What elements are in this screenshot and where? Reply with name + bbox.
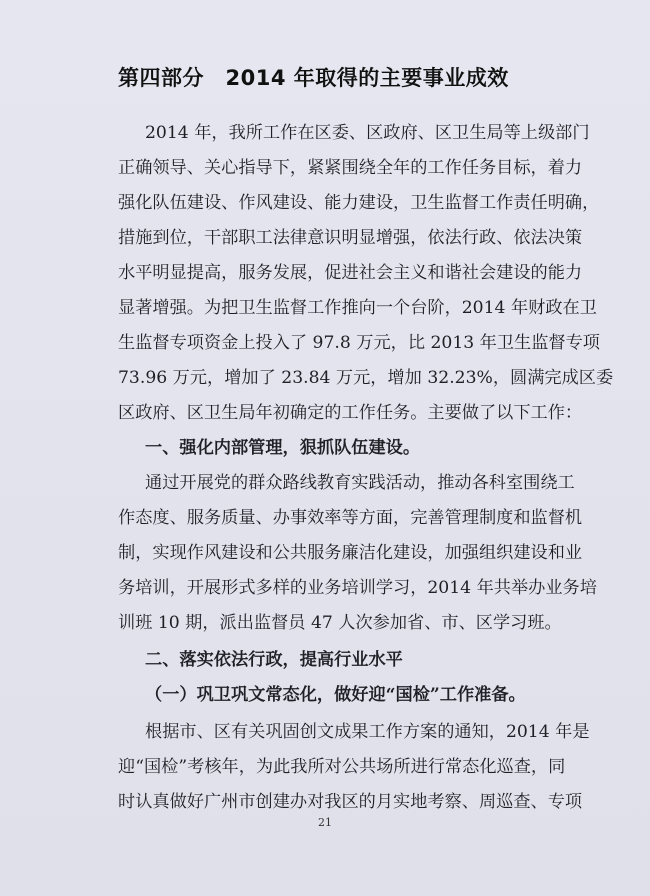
heading-1: 一、强化内部管理，狠抓队伍建设。: [145, 438, 421, 458]
text-line: 强化队伍建设、作风建设、能力建设，卫生监督工作责任明确，: [118, 193, 600, 213]
subheading-1: （一）巩卫巩文常态化，做好迎“国检”工作准备。: [145, 685, 526, 705]
text-line: 时认真做好广州市创建办对我区的月实地考察、周巡查、专项: [118, 792, 583, 812]
text-line: 作态度、服务质量、办事效率等方面，完善管理制度和监督机: [118, 508, 583, 528]
text-line: 通过开展党的群众路线教育实践活动，推动各科室围绕工: [145, 473, 575, 493]
text-line: 迎“国检”考核年，为此我所对公共场所进行常态化巡查，同: [118, 757, 566, 777]
text-line: 训班 10 期，派出监督员 47 人次参加省、市、区学习班。: [118, 613, 562, 633]
text-line: 水平明显提高，服务发展，促进社会主义和谐社会建设的能力: [118, 263, 583, 283]
text-line: 区政府、区卫生局年初确定的工作任务。主要做了以下工作：: [118, 403, 583, 423]
text-line: 措施到位，干部职工法律意识明显增强，依法行政、依法决策: [118, 228, 583, 248]
text-line: 2014 年，我所工作在区委、区政府、区卫生局等上级部门: [145, 123, 590, 143]
text-line: 73.96 万元，增加了 23.84 万元，增加 32.23%，圆满完成区委: [118, 368, 614, 388]
page-number: 21: [318, 816, 332, 829]
text-line: 制，实现作风建设和公共服务廉洁化建设，加强组织建设和业: [118, 543, 583, 563]
text-line: 根据市、区有关巩固创文成果工作方案的通知，2014 年是: [145, 722, 590, 742]
heading-2: 二、落实依法行政，提高行业水平: [145, 650, 403, 670]
text-line: 务培训，开展形式多样的业务培训学习，2014 年共举办业务培: [118, 578, 597, 598]
section-title: 第四部分 2014 年取得的主要事业成效: [118, 66, 509, 90]
text-line: 正确领导、关心指导下，紧紧围绕全年的工作任务目标，着力: [118, 158, 583, 178]
text-line: 生监督专项资金上投入了 97.8 万元，比 2013 年卫生监督专项: [118, 333, 600, 353]
text-line: 显著增强。为把卫生监督工作推向一个台阶，2014 年财政在卫: [118, 298, 597, 318]
